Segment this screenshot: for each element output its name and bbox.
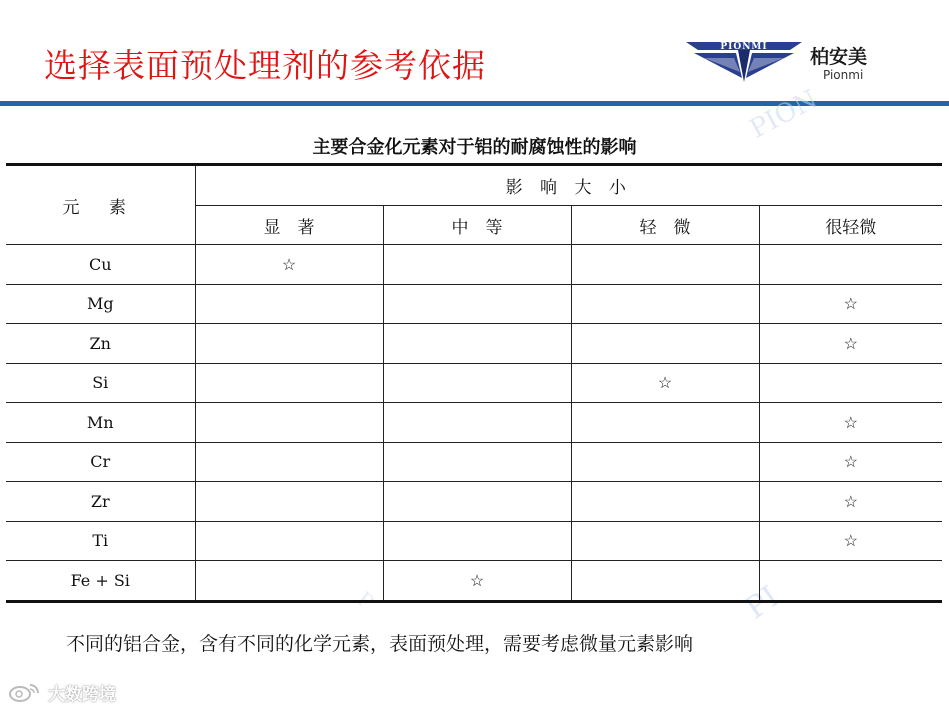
mark-cell bbox=[571, 482, 759, 522]
mark-cell bbox=[571, 284, 759, 324]
element-cell: Zn bbox=[6, 324, 195, 364]
level-header-moderate: 中 等 bbox=[383, 206, 571, 245]
header-rule bbox=[0, 101, 949, 106]
table-row bbox=[6, 403, 942, 443]
pionmi-logo bbox=[684, 38, 894, 88]
mark-cell: ☆ bbox=[759, 482, 942, 522]
mark-cell bbox=[571, 561, 759, 602]
mark-cell bbox=[571, 521, 759, 561]
svg-text:PION: PION bbox=[745, 84, 823, 145]
mark-cell bbox=[383, 521, 571, 561]
element-cell: Fe + Si bbox=[6, 561, 195, 602]
mark-cell bbox=[571, 442, 759, 482]
mark-cell bbox=[195, 442, 383, 482]
level-header-significant: 显 著 bbox=[195, 206, 383, 245]
mark-cell bbox=[195, 521, 383, 561]
mark-cell bbox=[195, 561, 383, 602]
svg-text:P: P bbox=[352, 586, 379, 614]
svg-text:PI: PI bbox=[739, 579, 786, 627]
mark-cell: ☆ bbox=[759, 284, 942, 324]
footer-note: 不同的铝合金，含有不同的化学元素，表面预处理，需要考虑微量元素影响 bbox=[66, 633, 694, 655]
mark-cell bbox=[195, 403, 383, 443]
element-cell: Mn bbox=[6, 403, 195, 443]
slide-title: 选择表面预处理剂的参考依据 bbox=[44, 46, 486, 85]
element-cell: Si bbox=[6, 363, 195, 403]
mark-cell bbox=[571, 245, 759, 285]
mark-cell: ☆ bbox=[759, 521, 942, 561]
mark-cell bbox=[571, 403, 759, 443]
table-row bbox=[6, 363, 942, 403]
mark-cell bbox=[383, 324, 571, 364]
mark-cell bbox=[759, 561, 942, 602]
mark-cell: ☆ bbox=[759, 324, 942, 364]
logo-brand-cn: 柏安美 bbox=[810, 46, 868, 68]
weibo-logo-icon bbox=[8, 681, 42, 703]
mark-cell: ☆ bbox=[195, 245, 383, 285]
element-cell: Mg bbox=[6, 284, 195, 324]
element-cell: Ti bbox=[6, 521, 195, 561]
table-row bbox=[6, 245, 942, 285]
mark-cell bbox=[383, 442, 571, 482]
mark-cell bbox=[383, 363, 571, 403]
watermark-arc-top bbox=[740, 80, 860, 145]
alloy-element-table bbox=[6, 163, 942, 603]
mark-cell bbox=[759, 363, 942, 403]
mark-cell bbox=[383, 245, 571, 285]
mark-cell bbox=[195, 284, 383, 324]
mark-cell bbox=[571, 324, 759, 364]
mark-cell bbox=[383, 284, 571, 324]
level-header-very-slight: 很轻微 bbox=[759, 206, 942, 245]
mark-cell bbox=[383, 482, 571, 522]
mark-cell bbox=[759, 245, 942, 285]
element-cell: Cr bbox=[6, 442, 195, 482]
element-cell: Cu bbox=[6, 245, 195, 285]
table-row bbox=[6, 521, 942, 561]
table-row bbox=[6, 324, 942, 364]
mark-cell bbox=[195, 482, 383, 522]
logo-ribbon-text: PIONMI bbox=[720, 42, 768, 52]
mark-cell bbox=[383, 403, 571, 443]
mark-cell: ☆ bbox=[571, 363, 759, 403]
mark-cell: ☆ bbox=[759, 403, 942, 443]
table-row bbox=[6, 284, 942, 324]
watermark-stamp-text: 大数跨境 bbox=[48, 685, 116, 705]
mark-cell bbox=[195, 363, 383, 403]
level-header-slight: 轻 微 bbox=[571, 206, 759, 245]
mark-cell bbox=[195, 324, 383, 364]
mark-cell: ☆ bbox=[383, 561, 571, 602]
table-caption: 主要合金化元素对于铝的耐腐蚀性的影响 bbox=[312, 137, 637, 158]
table-row bbox=[6, 442, 942, 482]
element-cell: Zr bbox=[6, 482, 195, 522]
table-row bbox=[6, 561, 942, 602]
winged-emblem-icon bbox=[684, 38, 804, 86]
mark-cell: ☆ bbox=[759, 442, 942, 482]
element-column-header: 元 素 bbox=[6, 165, 195, 245]
watermark-stamp bbox=[8, 679, 138, 703]
logo-brand-en: Pionmi bbox=[823, 68, 864, 82]
table-row bbox=[6, 482, 942, 522]
impact-header: 影 响 大 小 bbox=[195, 165, 942, 206]
